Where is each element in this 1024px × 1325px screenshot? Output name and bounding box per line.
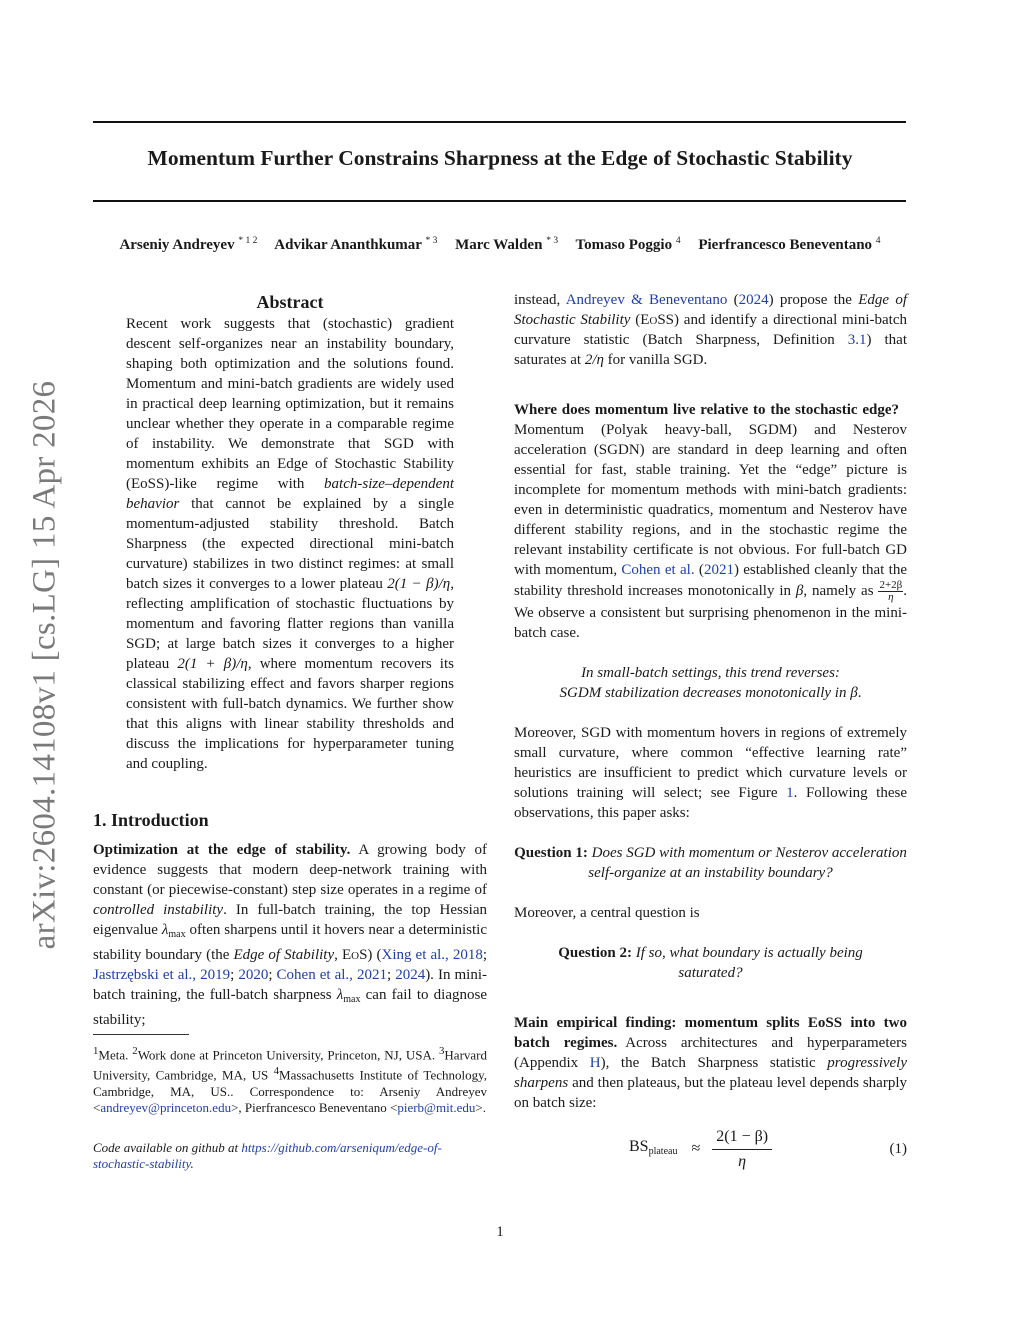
page-number: 1 (496, 1224, 504, 1240)
author-affiliation-marks: * 1 2 (238, 236, 258, 246)
research-question-1: Question 1: Does SGD with momentum or Nesterov acceleration self-organize at an instability boundary? (514, 845, 907, 881)
paragraph-runin-heading: Optimization at the edge of stability. (93, 842, 351, 858)
paragraph: instead, Andreyev & Beneventano (2024) propose the Edge of Stochastic Stability (EoSS) and identify a directional mini-batch curvature statistic (Batch Sharpness, Definition 3.1) that saturates at 2/η for vanilla SGD. (514, 292, 907, 368)
equation-fraction: $\frac{2(1 - \beta)}{\eta}$ (712, 1127, 772, 1172)
email-link[interactable]: andreyev@princeton.edu (100, 1099, 232, 1115)
author-affiliation-marks: 4 (675, 236, 681, 246)
email-link[interactable]: pierb@mit.edu (397, 1099, 476, 1115)
citation-link[interactable]: Andreyev & Beneventano (565, 292, 728, 308)
author-list (60, 236, 940, 254)
abstract-heading: Abstract (256, 292, 324, 312)
paper-title: Momentum Further Constrains Sharpness at the Edge of Stochastic Stability (147, 146, 853, 170)
code-availability-note: Code available on github at https://github.com/arseniqum/edge-of-stochastic-stability. (93, 1139, 442, 1171)
right-column (514, 290, 907, 1177)
appendix-link[interactable]: H (589, 1055, 601, 1071)
paragraph: Moreover, a central question is (514, 905, 700, 921)
figure-link[interactable]: 1 (786, 785, 794, 801)
arxiv-identifier[interactable]: arXiv:2604.14108v1 [cs.LG] 15 Apr 2026 (26, 380, 63, 950)
intro-paragraph: Optimization at the edge of stability. A growing body of evidence suggests that modern deep-network training with constant (or piecewise-constant) step size operates in a regime of controlled instability. In full-batch training, the top Hessian eigenvalue $\lambda_{max}$ often sharpens until it hovers near a deterministic stability boundary (the Edge of Stability, EoS) (Xing et al., 2018; Jastrzębski et al., 2019; 2020; Cohen et al., 2021; 2024). In mini-batch training, the full-batch sharpness $\lambda_{max}$ can fail to diagnose stability; (93, 842, 488, 1028)
author-name: Arseniy Andreyev (119, 237, 235, 253)
citation-link[interactable]: Cohen et al., 2021 (276, 967, 387, 983)
footnote-rule (93, 1034, 189, 1035)
author-affiliation-marks: * 3 (546, 236, 559, 246)
author-name: Marc Walden (455, 237, 543, 253)
author-name: Advikar Ananthkumar (274, 237, 422, 253)
title-rule-bottom (93, 200, 906, 202)
equation-1 (514, 1127, 907, 1177)
github-link[interactable]: https://github.com/arseniqum/edge-of-stochastic-stability (93, 1139, 442, 1171)
approx-symbol: ≈ (691, 1140, 701, 1157)
paragraph: Where does momentum live relative to the stochastic edge?Momentum (Polyak heavy-ball, SGDM) and Nesterov acceleration (SGDN) are standard in deep learning and often essential for fast, stable training. Yet the “edge” picture is incomplete for momentum methods with mini-batch gradients: even in deterministic quadratics, momentum and Nesterov have different stability regions, and in the stochastic regime the relevant instability certificate is not obvious. For full-batch GD with momentum, Cohen et al. (2021) established cleanly that the stability threshold increases monotonically in β, namely as $\frac{2+2\beta}{\eta}$ . We observe a consistent but surprising phenomenon in the mini-batch case. (514, 402, 907, 641)
citation-link[interactable]: 2024 (738, 292, 769, 308)
citation-link[interactable]: Jastrzębski et al., 2019 (93, 967, 231, 983)
affiliation-footnote: $^1$Meta. $^2$Work done at Princeton University, Princeton, NJ, USA. $^3$Harvard University, Cambridge, MA, US $^4$Massachusetts Institute of Technology, Cambridge, MA, US.. Correspondence to: Arseniy Andreyev <andreyev@princeton.edu>, Pierfrancesco Beneventano <pierb@mit.edu>. (93, 1045, 488, 1115)
left-column (93, 290, 487, 1185)
equation-number: (1) (889, 1141, 907, 1157)
author-affiliation-marks: * 3 (425, 236, 438, 246)
research-question-2: Question 2: If so, what boundary is actually being saturated? (558, 945, 863, 981)
author-name: Pierfrancesco Beneventano (698, 237, 873, 253)
paragraph: Moreover, SGD with momentum hovers in regions of extremely small curvature, where common “effective learning rate” heuristics are insufficient to predict which curvature levels or solutions training will select; see Figure 1. Following these observations, this paper asks: (514, 725, 908, 821)
highlight-quote: SGDM stabilization decreases monotonically in β. (559, 685, 862, 701)
definition-link[interactable]: 3.1 (847, 332, 867, 348)
title-rule-top (93, 121, 906, 123)
citation-link[interactable]: 2021 (703, 562, 734, 578)
section-heading-introduction: 1. Introduction (93, 810, 209, 830)
paragraph: Main empirical finding: momentum splits EoSS into two batch regimes. Across architectures and hyperparameters (Appendix H), the Batch Sharpness statistic progressively sharpens and then plateaus, but the plateau level depends sharply on batch size: (514, 1015, 907, 1111)
author-affiliation-marks: 4 (875, 236, 881, 246)
paragraph-runin-heading: Main empirical finding: momentum splits EoSS into two batch regimes. (514, 1015, 907, 1051)
paragraph-runin-heading: Where does momentum live relative to the stochastic edge? (514, 402, 899, 418)
highlight-quote: In small-batch settings, this trend reverses: (581, 665, 840, 681)
abstract-body: Recent work suggests that (stochastic) gradient descent self-organizes near an instability boundary, shaping both optimization and the solutions found. Momentum and mini-batch gradients are widely used in practical deep learning optimization, but it remains unclear whether they operate in a comparable regime of instability. We demonstrate that SGD with momentum exhibits an Edge of Stochastic Stability (EoSS)-like regime with batch-size–dependent behavior that cannot be explained by a single momentum-adjusted stability threshold. Batch Sharpness (the expected directional mini-batch curvature) stabilizes in two distinct regimes: at small batch sizes it converges to a lower plateau 2(1 − β)/η, reflecting amplification of stochastic fluctuations by momentum and favoring flatter regions than vanilla SGD; at large batch sizes it converges to a higher plateau 2(1 + β)/η, where momentum recovers its classical stabilizing effect and favors sharper regions consistent with full-batch dynamics. We further show that this aligns with linear stability thresholds and discuss the implications for hyperparameter tuning and coupling. (126, 316, 454, 772)
citation-link[interactable]: 2020 (238, 967, 269, 983)
citation-link[interactable]: Cohen et al. (621, 562, 695, 578)
threshold-fraction: $\frac{2+2\beta}{\eta}$ (879, 579, 903, 603)
citation-link[interactable]: Xing et al., 2018 (381, 947, 483, 963)
author-name: Tomaso Poggio (575, 237, 673, 253)
equation-lhs: $BS_{plateau}$ (629, 1137, 678, 1157)
citation-link[interactable]: 2024 (395, 967, 426, 983)
